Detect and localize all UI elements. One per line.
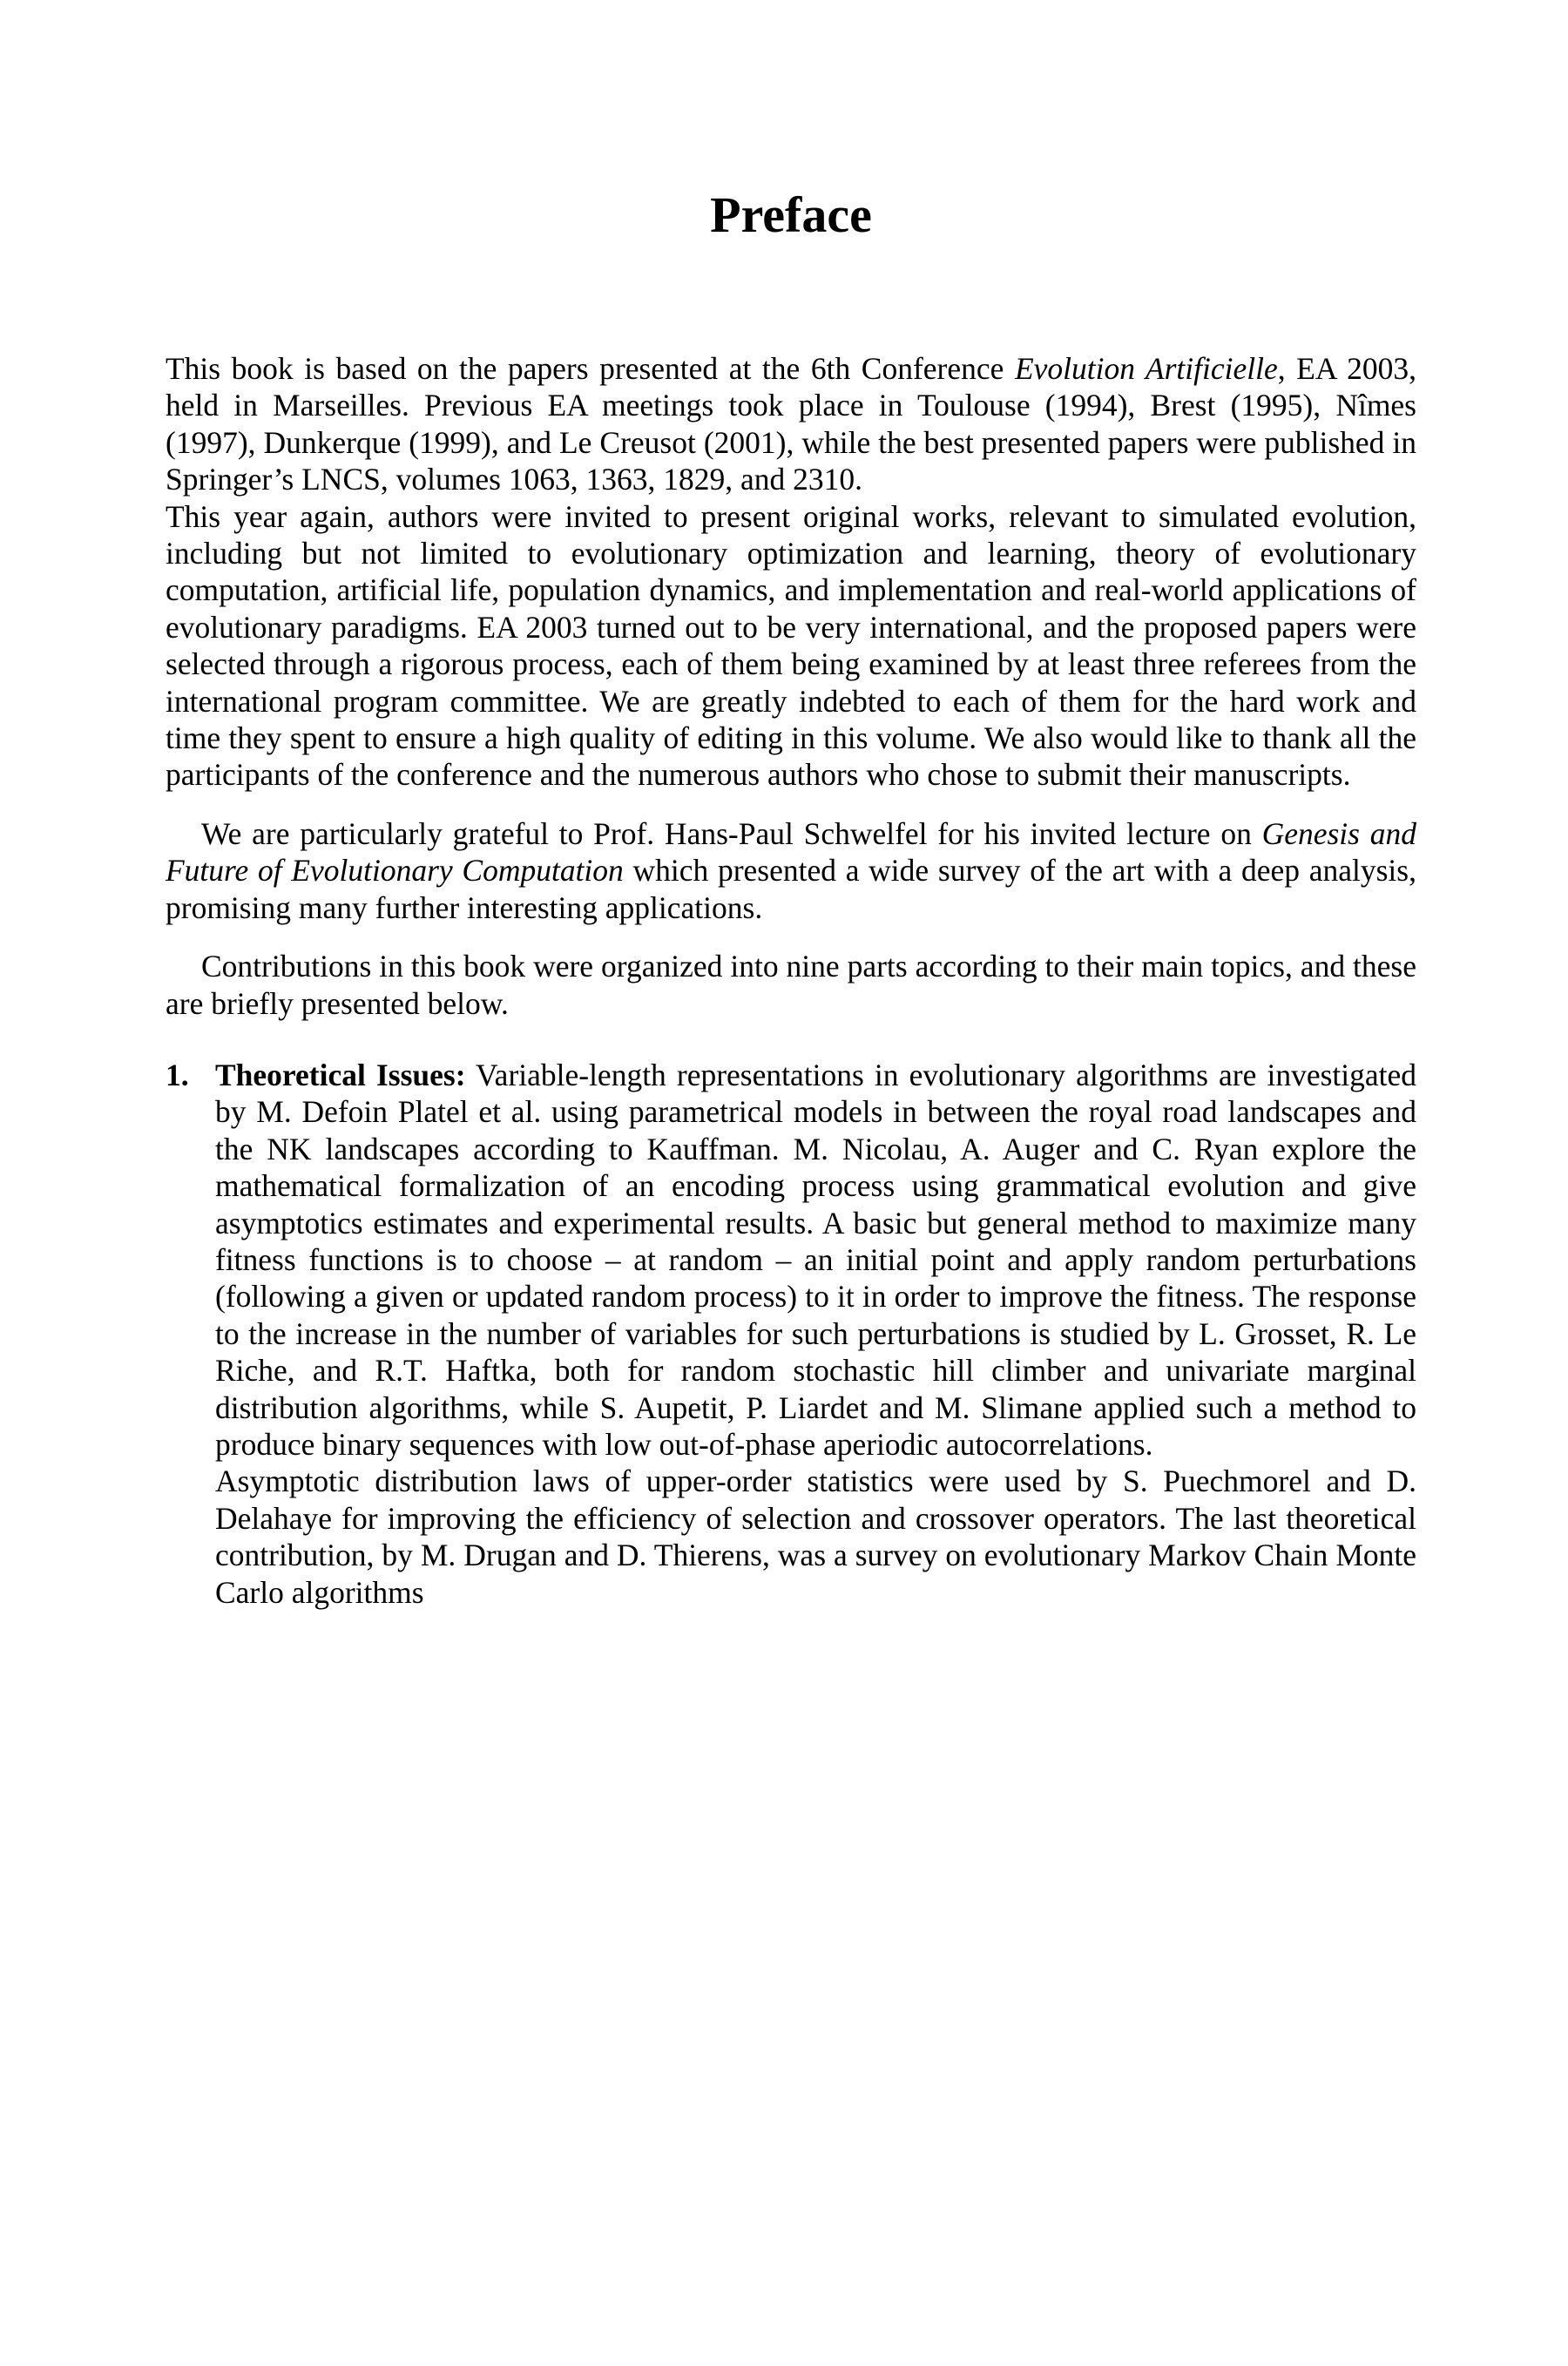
text: , EA 2003, held in Marseilles. Previous EA meetings took place in Toulouse (1994), Brest (1995), Nîmes (1997), Dunkerque (1999), and Le Creusot (2001), while the best presented papers were published in Springer’s LNCS, volumes 1063, 1363, 1829, and 2310.	[166, 351, 1416, 497]
lecture-title: Genesis and Future of Evolutionary Computation	[166, 815, 1416, 889]
list-number: 1.	[166, 1057, 189, 1092]
list-item	[166, 1057, 1416, 1611]
paragraph-invited-lecture	[166, 815, 1416, 926]
paragraph-intro	[166, 350, 1416, 498]
list-item-text	[215, 1057, 1416, 1463]
page-title: Preface	[710, 186, 872, 243]
parts-list	[166, 1057, 1416, 1611]
paragraph-call-for-papers: This year again, authors were invited to present original works, relevant to simulated evolution, including but not limited to evolutionary optimization and learning, theory of evolutionary computation, artificial life, population dynamics, and implementation and real-world applications of evolutionary paradigms. EA 2003 turned out to be very international, and the proposed papers were selected through a rigorous process, each of them being examined by at least three referees from the international program committee. We are greatly indebted to each of them for the hard work and time they spent to ensure a high quality of editing in this volume. We also would like to thank all the participants of the conference and the numerous authors who chose to submit their manuscripts.	[166, 498, 1416, 793]
text: which presented a wide survey of the art with a deep analysis, promising many further interesting applications.	[166, 853, 1416, 925]
paragraph-contributions: Contributions in this book were organized into nine parts according to their main topics, and these are briefly presented below.	[166, 949, 1416, 1021]
document-body	[166, 350, 1416, 1611]
list-item-text-continued: Asymptotic distribution laws of upper-order statistics were used by S. Puechmorel and D. Delahaye for improving the efficiency of selection and crossover operators. The last theoretical contribution, by M. Drugan and D. Thierens, was a survey on evolutionary Markov Chain Monte Carlo algorithms	[215, 1464, 1416, 1610]
text: We are particularly grateful to Prof. Hans-Paul Schwelfel for his invited lecture on	[201, 815, 1262, 851]
conference-name: Evolution Artificielle	[1014, 351, 1278, 386]
text: Variable-length representations in evolutionary algorithms are investigated by M. Defoin Platel et al. using parametrical models in between the royal road landscapes and the NK landscapes according to Kauffman. M. Nicolau, A. Auger and C. Ryan explore the mathematical formalization of an encoding process using grammatical evolution and give asymptotics estimates and experimental results. A basic but general method to maximize many fitness functions is to choose – at random – an initial point and apply random perturbations (following a given or updated random process) to it in order to improve the fitness. The response to the increase in the number of variables for such perturbations is studied by L. Grosset, R. Le Riche, and R.T. Haftka, both for random stochastic hill climber and univariate marginal distribution algorithms, while S. Aupetit, P. Liardet and M. Slimane applied such a method to produce binary sequences with low out-of-phase aperiodic autocorrelations.	[215, 1057, 1417, 1462]
list-item-heading: Theoretical Issues:	[215, 1057, 466, 1092]
text: This book is based on the papers presented at the 6th Conference	[166, 351, 1015, 386]
